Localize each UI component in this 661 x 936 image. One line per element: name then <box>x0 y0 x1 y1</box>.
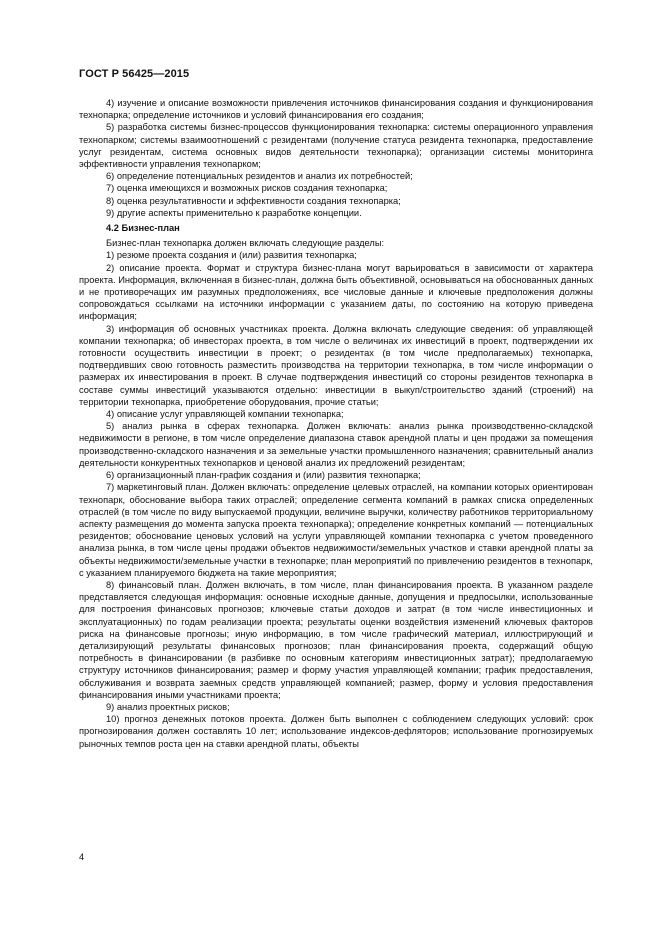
paragraph: 9) другие аспекты применительно к разработке концепции. <box>106 207 362 218</box>
paragraph: 8) финансовый план. Должен включать, в том числе, план финансирования проекта. В указанном разделе представляется следующая информация: основные исходные данные, допущения и предпосылки, использованные для построения финансовых прогнозов; ключевые статьи доходов и затрат (в том числе инвестиционных и эксплуатационных) по годам реализации проекта; результаты оценки воздействия изменений ключевых факторов риска на финансовые прогнозы; иную информацию, в том числе графический материал, иллюстрирующий и детализирующий результаты финансовых прогнозов; план финансирования проекта, содержащий общую потребность в финансировании (в разбивке по основным категориям инвестиционных затрат); предполагаемую структуру источников финансирования; размер и форму участия управляющей компании; график предоставления, обслуживания и возврата заемных средств управляющей компанией; размер, форму и условия предоставления финансирования иными участниками проекта; <box>79 579 593 700</box>
page-number: 4 <box>79 852 85 862</box>
document-header: ГОСТ Р 56425—2015 <box>79 68 190 80</box>
document-body <box>79 97 593 750</box>
paragraph: 3) информация об основных участниках проекта. Должна включать следующие сведения: об управляющей компании технопарка; об инвесторах проекта, в том числе о величинах их инвестиций в проект, подтверждении их готовности осуществить инвестиции в проект; о резидентах (в том числе предполагаемых) технопарка, подтвердивших свою готовность разместить производства на территории технопарка, в том числе информации о размерах их инвестирования в проект. В случае подтверждения инвестиций со стороны резидентов технопарка в составе суммы инвестиций указываются отдельно: инвестиции в выкуп/строительство зданий (строений) на территории технопарка, приобретение оборудования, прочие статьи; <box>79 323 593 407</box>
paragraph: 4) изучение и описание возможности привлечения источников финансирования создания и функционирования технопарка; определение источников и условий финансирования его создания; <box>79 98 593 121</box>
paragraph: 2) описание проекта. Формат и структура бизнес-плана могут варьироваться в зависимости от характера проекта. Информация, включенная в бизнес-план, должна быть объективной, основываться на обоснованных данных и не противоречащих им разумных предположениях, все числовые данные и ключевые предположения должны сопровождаться ссылками на источники информации с указанием даты, по состоянию на которую приведена информация; <box>79 262 593 322</box>
paragraph: 7) маркетинговый план. Должен включать: определение целевых отраслей, на компании которых ориентирован технопарк, обоснование выбора таких отраслей; определение сегмента компаний в рамках списка определенных отраслей (в том числе по виду выпускаемой продукции, величине выручки, количеству работников территориальному аспекту размещения до момента запуска проекта технопарка); определение конкретных компаний — потенциальных резидентов; обоснование ценовых условий на услуги управляющей компании технопарка с учетом проведенного анализа рынка, в том числе цены продажи объектов недвижимости/земельных участков и ставки арендной платы за объекты недвижимости/земельные участки в технопарке; план мероприятий по привлечению резидентов в технопарк, с указанием планируемого бюджета на такие мероприятия; <box>79 482 593 578</box>
paragraph: 9) анализ проектных рисков; <box>106 701 230 712</box>
paragraph: 4) описание услуг управляющей компании технопарка; <box>106 409 344 420</box>
paragraph: Бизнес-план технопарка должен включать следующие разделы: <box>106 238 385 249</box>
paragraph: 8) оценка результативности и эффективности создания технопарка; <box>106 195 401 206</box>
paragraph: 6) определение потенциальных резидентов и анализ их потребностей; <box>106 171 413 182</box>
paragraph: 5) разработка системы бизнес-процессов функционирования технопарка: системы операционного управления технопарком; системы взаимоотношений с резидентами (получение статуса резидента технопарка, предоставление услуг резидентам, система основных видов деятельности технопарка); организации системы мониторинга эффективности управления технопарком; <box>79 122 593 170</box>
paragraph: 10) прогноз денежных потоков проекта. Должен быть выполнен с соблюдением следующих условий: срок прогнозирования должен составлять 10 лет; использование индексов-дефляторов; использование прогнозируемых рыночных темпов роста цен на ставки арендной платы, объекты <box>79 714 593 749</box>
paragraph: 5) анализ рынка в сферах технопарка. Должен включать: анализ рынка производственно-складской недвижимости в регионе, в том числе определение диапазона ставок арендной платы и цен продажи за помещения производственно-складского назначения и за земельные участки промышленного назначения; сравнительный анализ деятельности конкурентных технопарков и ценовой анализ их предложений резидентам; <box>79 421 593 468</box>
section-heading: 4.2 Бизнес-план <box>106 223 180 234</box>
paragraph: 6) организационный план-график создания и (или) развития технопарка; <box>106 470 421 481</box>
paragraph: 7) оценка имеющихся и возможных рисков создания технопарка; <box>106 183 388 194</box>
paragraph: 1) резюме проекта создания и (или) развития технопарка; <box>106 250 357 261</box>
